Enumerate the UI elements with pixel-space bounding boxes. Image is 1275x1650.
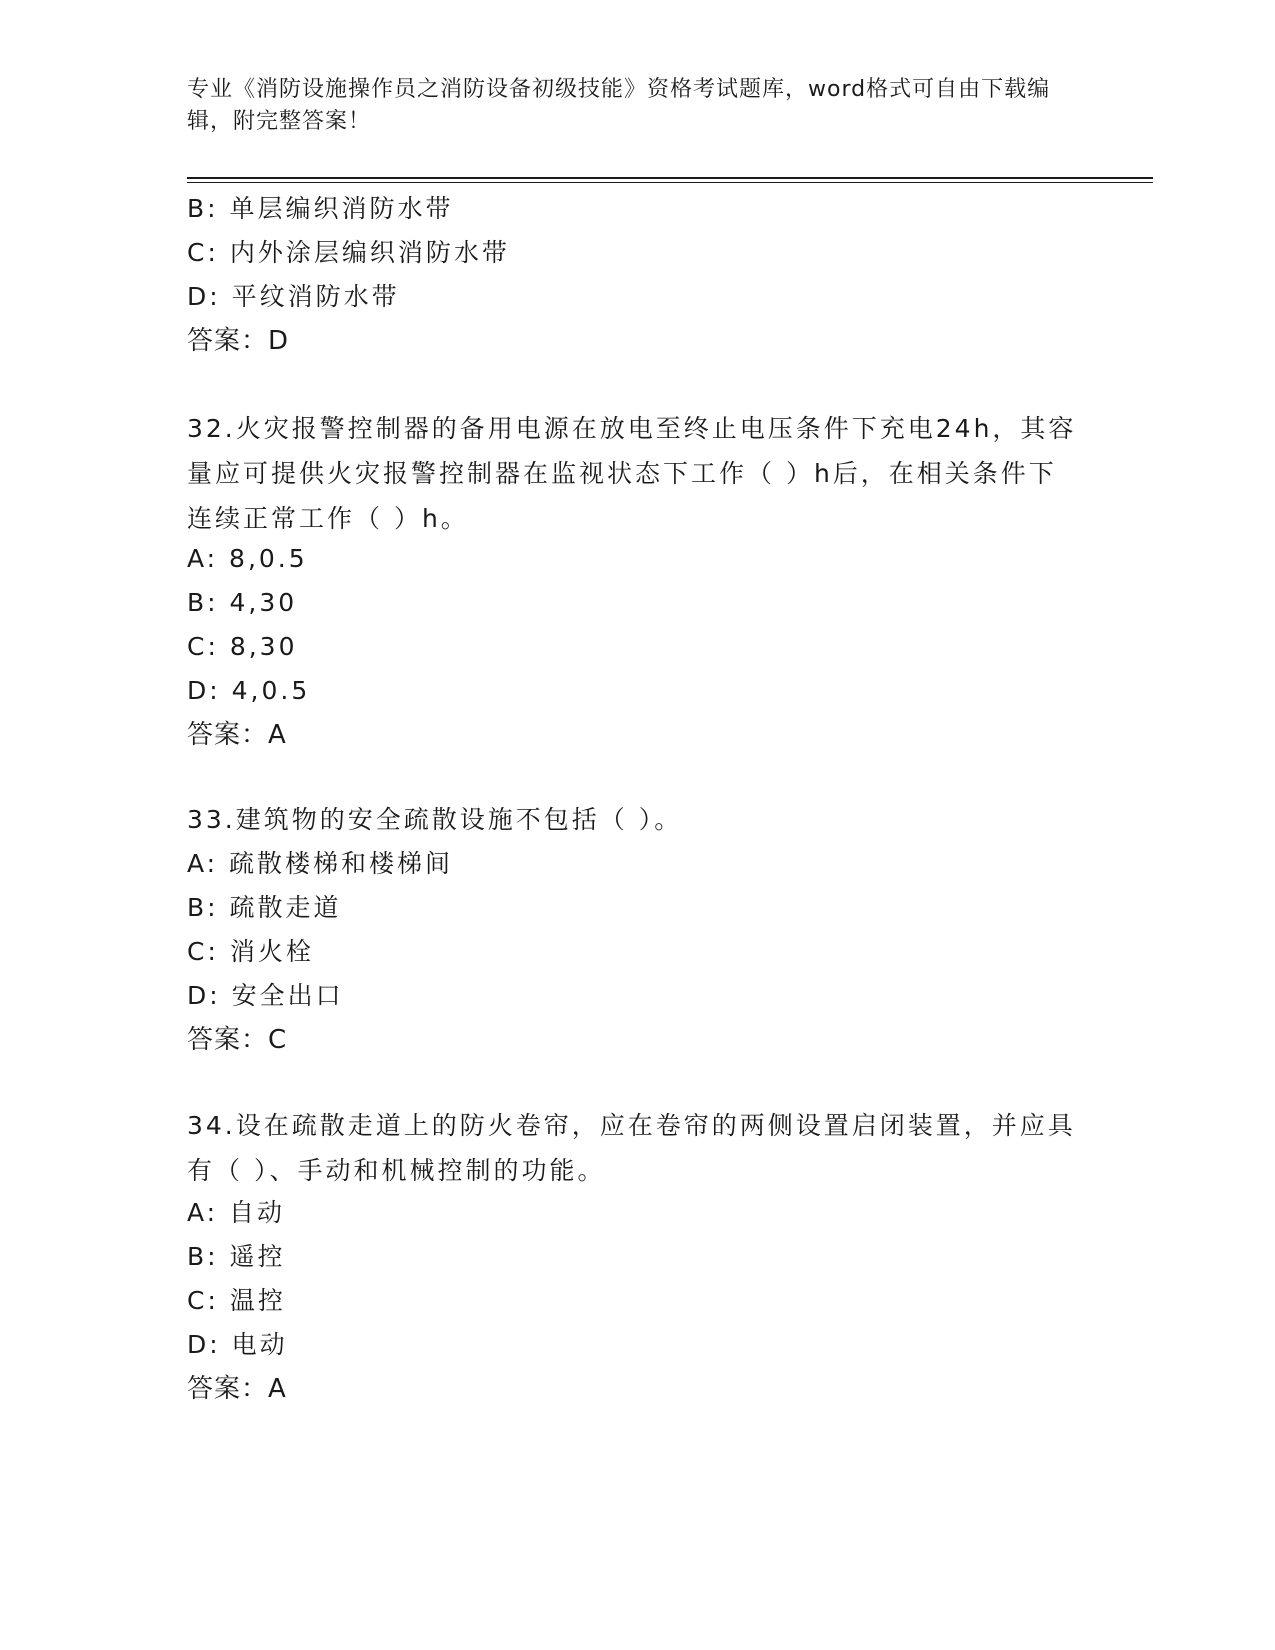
- q33-option-b: B: 疏散走道: [187, 893, 342, 922]
- document-header: 专业《消防设施操作员之消防设备初级技能》资格考试题库，word格式可自由下载编辑，附完整答案！: [187, 77, 1051, 134]
- q31-option-b: B: 单层编织消防水带: [187, 194, 454, 223]
- q33-option-d: D: 安全出口: [187, 981, 344, 1010]
- q34-option-a: A: 自动: [187, 1198, 286, 1227]
- header-divider-thick: [187, 177, 1153, 179]
- q31-answer: 答案：D: [187, 326, 290, 356]
- q34-option-d: D: 电动: [187, 1330, 288, 1359]
- q32-option-c: C: 8,30: [187, 632, 298, 661]
- q32-option-a: A: 8,0.5: [187, 544, 308, 573]
- q34-answer: 答案：A: [187, 1374, 287, 1404]
- q32-answer: 答案：A: [187, 720, 287, 750]
- q33-stem: 33.建筑物的安全疏散设施不包括（ ）。: [187, 805, 683, 834]
- q33-option-c: C: 消火栓: [187, 937, 314, 966]
- q34-option-c: C: 温控: [187, 1286, 286, 1315]
- q34-option-b: B: 遥控: [187, 1242, 286, 1271]
- q31-option-d: D: 平纹消防水带: [187, 282, 400, 311]
- q34-stem: 34.设在疏散走道上的防火卷帘，应在卷帘的两侧设置启闭装置，并应具有（ ）、手动和机械控制的功能。: [187, 1111, 1076, 1185]
- q33-option-a: A: 疏散楼梯和楼梯间: [187, 849, 454, 878]
- q32-option-b: B: 4,30: [187, 588, 298, 617]
- header-divider-thin: [187, 182, 1153, 183]
- q31-option-c: C: 内外涂层编织消防水带: [187, 238, 510, 267]
- q33-answer: 答案：C: [187, 1025, 288, 1055]
- q32-option-d: D: 4,0.5: [187, 676, 311, 705]
- q32-stem: 32.火灾报警控制器的备用电源在放电至终止电压条件下充电24h，其容量应可提供火灾报警控制器在监视状态下工作（ ）h后，在相关条件下连续正常工作（ ）h。: [187, 414, 1077, 533]
